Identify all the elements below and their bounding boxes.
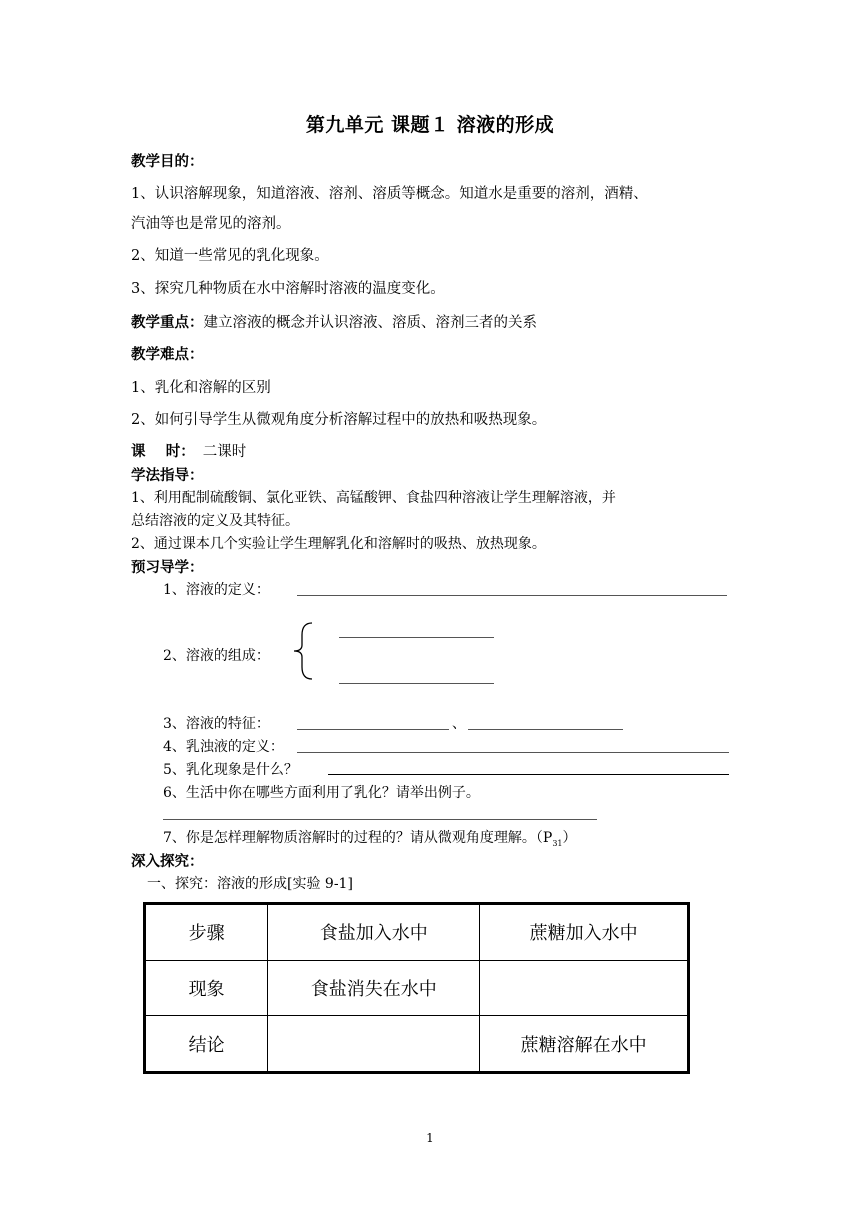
preview-q1: 1、溶液的定义：: [163, 582, 270, 598]
table-cell: 现象: [145, 960, 268, 1015]
method-2: 2、通过课本几个实验让学生理解乳化和溶解时的吸热、放热现象。: [131, 536, 546, 552]
method-heading: 学法指导：: [131, 468, 204, 484]
key-point: [131, 311, 537, 332]
difficulty-2: 2、如何引导学生从微观角度分析溶解过程中的放热和吸热现象。: [131, 412, 547, 428]
q4-answer-line[interactable]: [297, 752, 729, 753]
q2-answer-line-2[interactable]: [339, 683, 494, 684]
q6-answer-line[interactable]: [163, 819, 597, 820]
brace-icon: [290, 621, 320, 681]
preview-q7-text: 7、你是怎样理解物质溶解时的过程的？请从微观角度理解。（P: [163, 830, 553, 846]
table-cell[interactable]: [268, 1016, 480, 1073]
page-number: 1: [426, 1131, 434, 1145]
preview-q7: [163, 827, 577, 848]
q3-answer-line-2[interactable]: [468, 729, 623, 730]
preview-q7-page: 31: [552, 838, 563, 848]
table-row: [145, 960, 689, 1015]
table-row: [145, 1016, 689, 1073]
q1-answer-line[interactable]: [297, 595, 727, 596]
experiment-table: [143, 902, 690, 1074]
page-title: 第九单元 课题１ 溶液的形成: [305, 114, 555, 136]
table-cell[interactable]: [480, 960, 689, 1015]
objectives-heading: 教学目的：: [131, 154, 204, 170]
period-text: 二课时: [202, 444, 247, 460]
preview-q2: 2、溶液的组成：: [163, 648, 270, 664]
explore-heading: 深入探究：: [131, 854, 204, 870]
preview-q5: 5、乳化现象是什么？: [163, 762, 298, 778]
period: [131, 440, 246, 461]
objective-3: 3、探究几种物质在水中溶解时溶液的温度变化。: [131, 281, 445, 297]
preview-heading: 预习导学：: [131, 560, 204, 576]
key-point-text: 建立溶液的概念并认识溶液、溶质、溶剂三者的关系: [203, 315, 537, 331]
preview-q7-end: ）: [562, 830, 577, 846]
period-heading: 课 时：: [131, 444, 195, 460]
q3-answer-line-1[interactable]: [297, 729, 449, 730]
q2-answer-line-1[interactable]: [339, 637, 494, 638]
objective-1-line-2: 汽油等也是常见的溶剂。: [131, 216, 291, 232]
table-cell: 步骤: [145, 904, 268, 961]
explore-subheading: 一、探究：溶液的形成[实验 9-1]: [147, 876, 353, 892]
difficulty-heading: 教学难点：: [131, 347, 204, 363]
table-row: [145, 904, 689, 961]
method-1-line-1: 1、利用配制硫酸铜、氯化亚铁、高锰酸钾、食盐四种溶液让学生理解溶液，并: [131, 490, 616, 506]
q3-separator: 、: [452, 716, 466, 732]
method-1-line-2: 总结溶液的定义及其特征。: [131, 513, 299, 529]
table-cell: 食盐消失在水中: [268, 960, 480, 1015]
key-point-heading: 教学重点：: [131, 315, 204, 331]
table-cell: 蔗糖加入水中: [480, 904, 689, 961]
q5-answer-line[interactable]: [328, 774, 729, 775]
difficulty-1: 1、乳化和溶解的区别: [131, 380, 271, 396]
objective-2: 2、知道一些常见的乳化现象。: [131, 248, 329, 264]
table-cell: 食盐加入水中: [268, 904, 480, 961]
table-cell: 结论: [145, 1016, 268, 1073]
preview-q3: 3、溶液的特征：: [163, 716, 270, 732]
preview-q4: 4、乳浊液的定义：: [163, 739, 284, 755]
preview-q6: 6、生活中你在哪些方面利用了乳化？请举出例子。: [163, 785, 480, 801]
table-cell: 蔗糖溶解在水中: [480, 1016, 689, 1073]
objective-1-line-1: 1、认识溶解现象，知道溶液、溶剂、溶质等概念。知道水是重要的溶剂，酒精、: [131, 186, 648, 202]
